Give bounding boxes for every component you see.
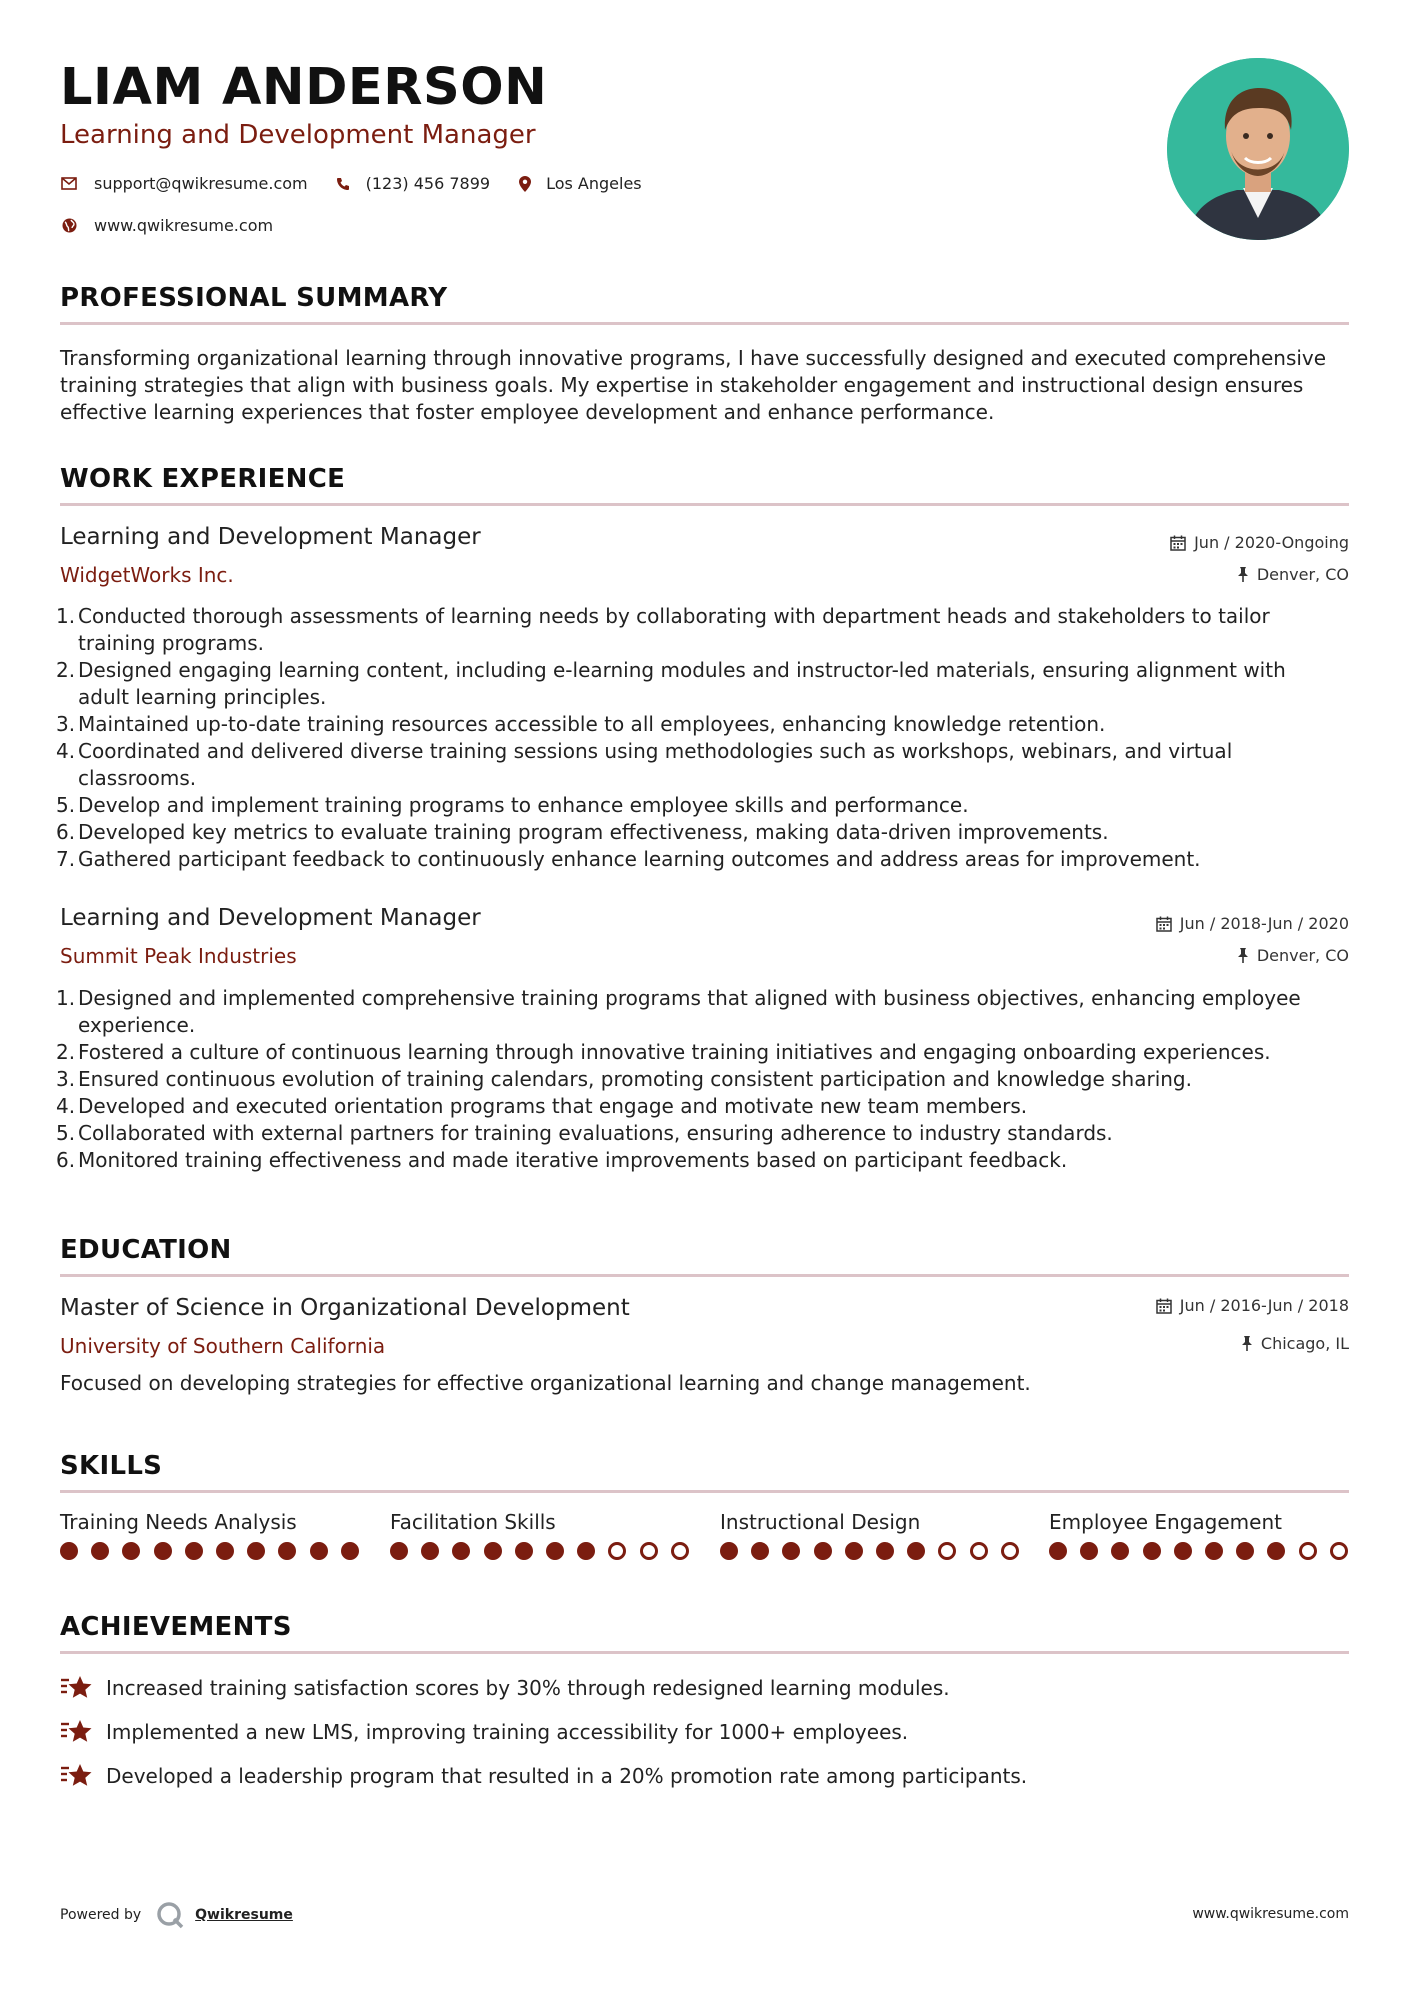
education-divider — [60, 1274, 1349, 1277]
skill-dot-empty — [970, 1542, 988, 1560]
globe-icon — [60, 217, 78, 235]
skill-dot-filled — [546, 1542, 564, 1560]
qwikresume-logo-icon — [155, 1900, 185, 1930]
calendar-icon — [1156, 1298, 1172, 1314]
skill-dot-empty — [1001, 1542, 1019, 1560]
candidate-name: LIAM ANDERSON — [60, 58, 548, 117]
summary-divider — [60, 322, 1349, 325]
skill-label: Facilitation Skills — [390, 1510, 556, 1534]
job-1-title: Learning and Development Manager — [60, 524, 481, 550]
achievement-item — [60, 1674, 950, 1702]
skill-dot-filled — [720, 1542, 738, 1560]
pushpin-icon — [1237, 948, 1249, 964]
list-item: 3. Ensured continuous evolution of training calendars, promoting consistent participation and knowledge sharing. — [56, 1067, 1192, 1091]
skill-dot-filled — [751, 1542, 769, 1560]
job-2-location-text: Denver, CO — [1256, 946, 1349, 965]
phone-icon — [334, 175, 352, 193]
education-description: Focused on developing strategies for effective organizational learning and change management. — [60, 1371, 1031, 1395]
list-item: 2. Fostered a culture of continuous learning through innovative training initiatives and engaging onboarding experiences. — [56, 1040, 1271, 1064]
skill-dot-filled — [216, 1542, 234, 1560]
skill-item — [60, 1510, 360, 1560]
job-1-dates-text: Jun / 2020-Ongoing — [1194, 533, 1349, 552]
skill-dot-filled — [515, 1542, 533, 1560]
skill-dot-filled — [421, 1542, 439, 1560]
experience-heading: WORK EXPERIENCE — [60, 464, 346, 494]
education-heading: EDUCATION — [60, 1235, 232, 1265]
contact-row — [60, 174, 668, 193]
list-item: 5. Develop and implement training programs to enhance employee skills and performance. — [56, 793, 969, 817]
pushpin-icon — [1241, 1336, 1253, 1352]
skill-dot-filled — [484, 1542, 502, 1560]
skill-dot-empty — [671, 1542, 689, 1560]
skill-dot-empty — [1299, 1542, 1317, 1560]
skill-label: Training Needs Analysis — [60, 1510, 297, 1534]
powered-by-label: Powered by — [60, 1907, 142, 1923]
achievement-item — [60, 1762, 1027, 1790]
email-text: support@qwikresume.com — [94, 174, 308, 193]
star-icon — [60, 1762, 94, 1790]
list-item: 5. Collaborated with external partners for training evaluations, ensuring adherence to industry standards. — [56, 1121, 1113, 1145]
job-1-bullets — [56, 603, 1338, 873]
pushpin-icon — [1237, 567, 1249, 583]
qwikresume-link[interactable]: Qwikresume — [195, 1907, 293, 1923]
list-item: 7. Gathered participant feedback to continuously enhance learning outcomes and address areas for improvement. — [56, 847, 1201, 871]
list-item: 2. Designed engaging learning content, including e-learning modules and instructor-led materials, ensuring alignment with adult learning principles. — [56, 658, 1286, 709]
job-1-company: WidgetWorks Inc. — [60, 563, 234, 587]
skill-dot-filled — [907, 1542, 925, 1560]
achievements-heading: ACHIEVEMENTS — [60, 1612, 292, 1642]
skill-dot-filled — [390, 1542, 408, 1560]
school-name: University of Southern California — [60, 1334, 386, 1358]
job-2-dates — [1156, 914, 1349, 933]
skill-item — [1049, 1510, 1349, 1560]
skill-dot-filled — [577, 1542, 595, 1560]
skill-dot-filled — [310, 1542, 328, 1560]
skill-dot-filled — [91, 1542, 109, 1560]
education-location-text: Chicago, IL — [1260, 1334, 1349, 1353]
skill-dot-empty — [640, 1542, 658, 1560]
list-item: 1. Conducted thorough assessments of learning needs by collaborating with department heads and stakeholders to tailor training programs. — [56, 604, 1270, 655]
website-text: www.qwikresume.com — [94, 216, 274, 235]
skill-rating — [60, 1542, 360, 1560]
achievement-item — [60, 1718, 908, 1746]
skill-dot-filled — [876, 1542, 894, 1560]
job-1-dates — [1170, 533, 1349, 552]
skill-item — [390, 1510, 690, 1560]
skill-dot-filled — [1267, 1542, 1285, 1560]
summary-heading: PROFESSIONAL SUMMARY — [60, 283, 448, 313]
avatar — [1167, 58, 1349, 240]
skill-dot-filled — [185, 1542, 203, 1560]
envelope-icon — [60, 175, 78, 193]
education-location — [1241, 1334, 1349, 1353]
skill-dot-filled — [814, 1542, 832, 1560]
skill-label: Instructional Design — [720, 1510, 921, 1534]
skill-dot-filled — [247, 1542, 265, 1560]
skill-dot-filled — [278, 1542, 296, 1560]
skill-dot-empty — [1330, 1542, 1348, 1560]
skill-dot-filled — [1049, 1542, 1067, 1560]
skill-dot-filled — [845, 1542, 863, 1560]
list-item: 3. Maintained up-to-date training resources accessible to all employees, enhancing knowledge retention. — [56, 712, 1106, 736]
skill-dot-filled — [154, 1542, 172, 1560]
map-pin-icon — [516, 175, 534, 193]
skill-dot-filled — [1236, 1542, 1254, 1560]
skills-heading: SKILLS — [60, 1451, 163, 1481]
skill-dot-filled — [341, 1542, 359, 1560]
skill-dot-filled — [1174, 1542, 1192, 1560]
job-2-dates-text: Jun / 2018-Jun / 2020 — [1179, 914, 1349, 933]
calendar-icon — [1156, 916, 1172, 932]
skill-rating — [720, 1542, 1020, 1560]
list-item: 6. Developed key metrics to evaluate training program effectiveness, making data-driven improvements. — [56, 820, 1109, 844]
list-item: 4. Coordinated and delivered diverse training sessions using methodologies such as workshops, webinars, and virtual classrooms. — [56, 739, 1233, 790]
skill-dot-filled — [1080, 1542, 1098, 1560]
skill-dot-empty — [938, 1542, 956, 1560]
contact-phone[interactable] — [334, 174, 490, 193]
achievement-text: Implemented a new LMS, improving training accessibility for 1000+ employees. — [106, 1720, 909, 1744]
achievements-divider — [60, 1651, 1349, 1654]
skill-dot-filled — [782, 1542, 800, 1560]
job-2-location — [1237, 946, 1349, 965]
summary-text: Transforming organizational learning through innovative programs, I have successfully designed and executed comprehensive training strategies that align with business goals. My expertise in stakeholder engagement and instructional design ensures effective learning experiences that foster employee development and enhance performance. — [60, 346, 1327, 424]
job-2-bullets — [56, 985, 1338, 1174]
footer-powered-by — [60, 1900, 293, 1930]
achievement-text: Increased training satisfaction scores by 30% through redesigned learning modules. — [106, 1676, 950, 1700]
skill-dot-filled — [122, 1542, 140, 1560]
experience-divider — [60, 503, 1349, 506]
list-item: 6. Monitored training effectiveness and made iterative improvements based on participant feedback. — [56, 1148, 1068, 1172]
skill-dot-filled — [1143, 1542, 1161, 1560]
skill-dot-filled — [60, 1542, 78, 1560]
skill-dot-filled — [1205, 1542, 1223, 1560]
job-1-location — [1237, 565, 1349, 584]
skills-divider — [60, 1490, 1349, 1493]
achievement-text: Developed a leadership program that resulted in a 20% promotion rate among participants. — [106, 1764, 1028, 1788]
skill-label: Employee Engagement — [1049, 1510, 1282, 1534]
skill-dot-filled — [1111, 1542, 1129, 1560]
degree-title: Master of Science in Organizational Development — [60, 1295, 630, 1321]
list-item: 1. Designed and implemented comprehensive training programs that aligned with business objectives, enhancing employee experience. — [56, 986, 1301, 1037]
skill-rating — [390, 1542, 690, 1560]
contact-row-2 — [60, 216, 299, 235]
skill-rating — [1049, 1542, 1349, 1560]
star-icon — [60, 1674, 94, 1702]
education-dates-text: Jun / 2016-Jun / 2018 — [1179, 1296, 1349, 1315]
contact-location — [516, 174, 642, 193]
calendar-icon — [1170, 535, 1186, 551]
contact-email[interactable] — [60, 174, 308, 193]
candidate-title: Learning and Development Manager — [60, 120, 536, 150]
location-text: Los Angeles — [546, 174, 642, 193]
phone-text: (123) 456 7899 — [365, 174, 491, 193]
skill-dot-filled — [452, 1542, 470, 1560]
education-dates — [1156, 1296, 1349, 1315]
footer-website[interactable]: www.qwikresume.com — [1192, 1906, 1349, 1922]
star-icon — [60, 1718, 94, 1746]
job-1-location-text: Denver, CO — [1256, 565, 1349, 584]
job-2-title: Learning and Development Manager — [60, 905, 481, 931]
job-2-company: Summit Peak Industries — [60, 944, 297, 968]
skill-item — [720, 1510, 1020, 1560]
list-item: 4. Developed and executed orientation programs that engage and motivate new team members. — [56, 1094, 1028, 1118]
skill-dot-empty — [608, 1542, 626, 1560]
contact-website[interactable] — [60, 216, 273, 235]
